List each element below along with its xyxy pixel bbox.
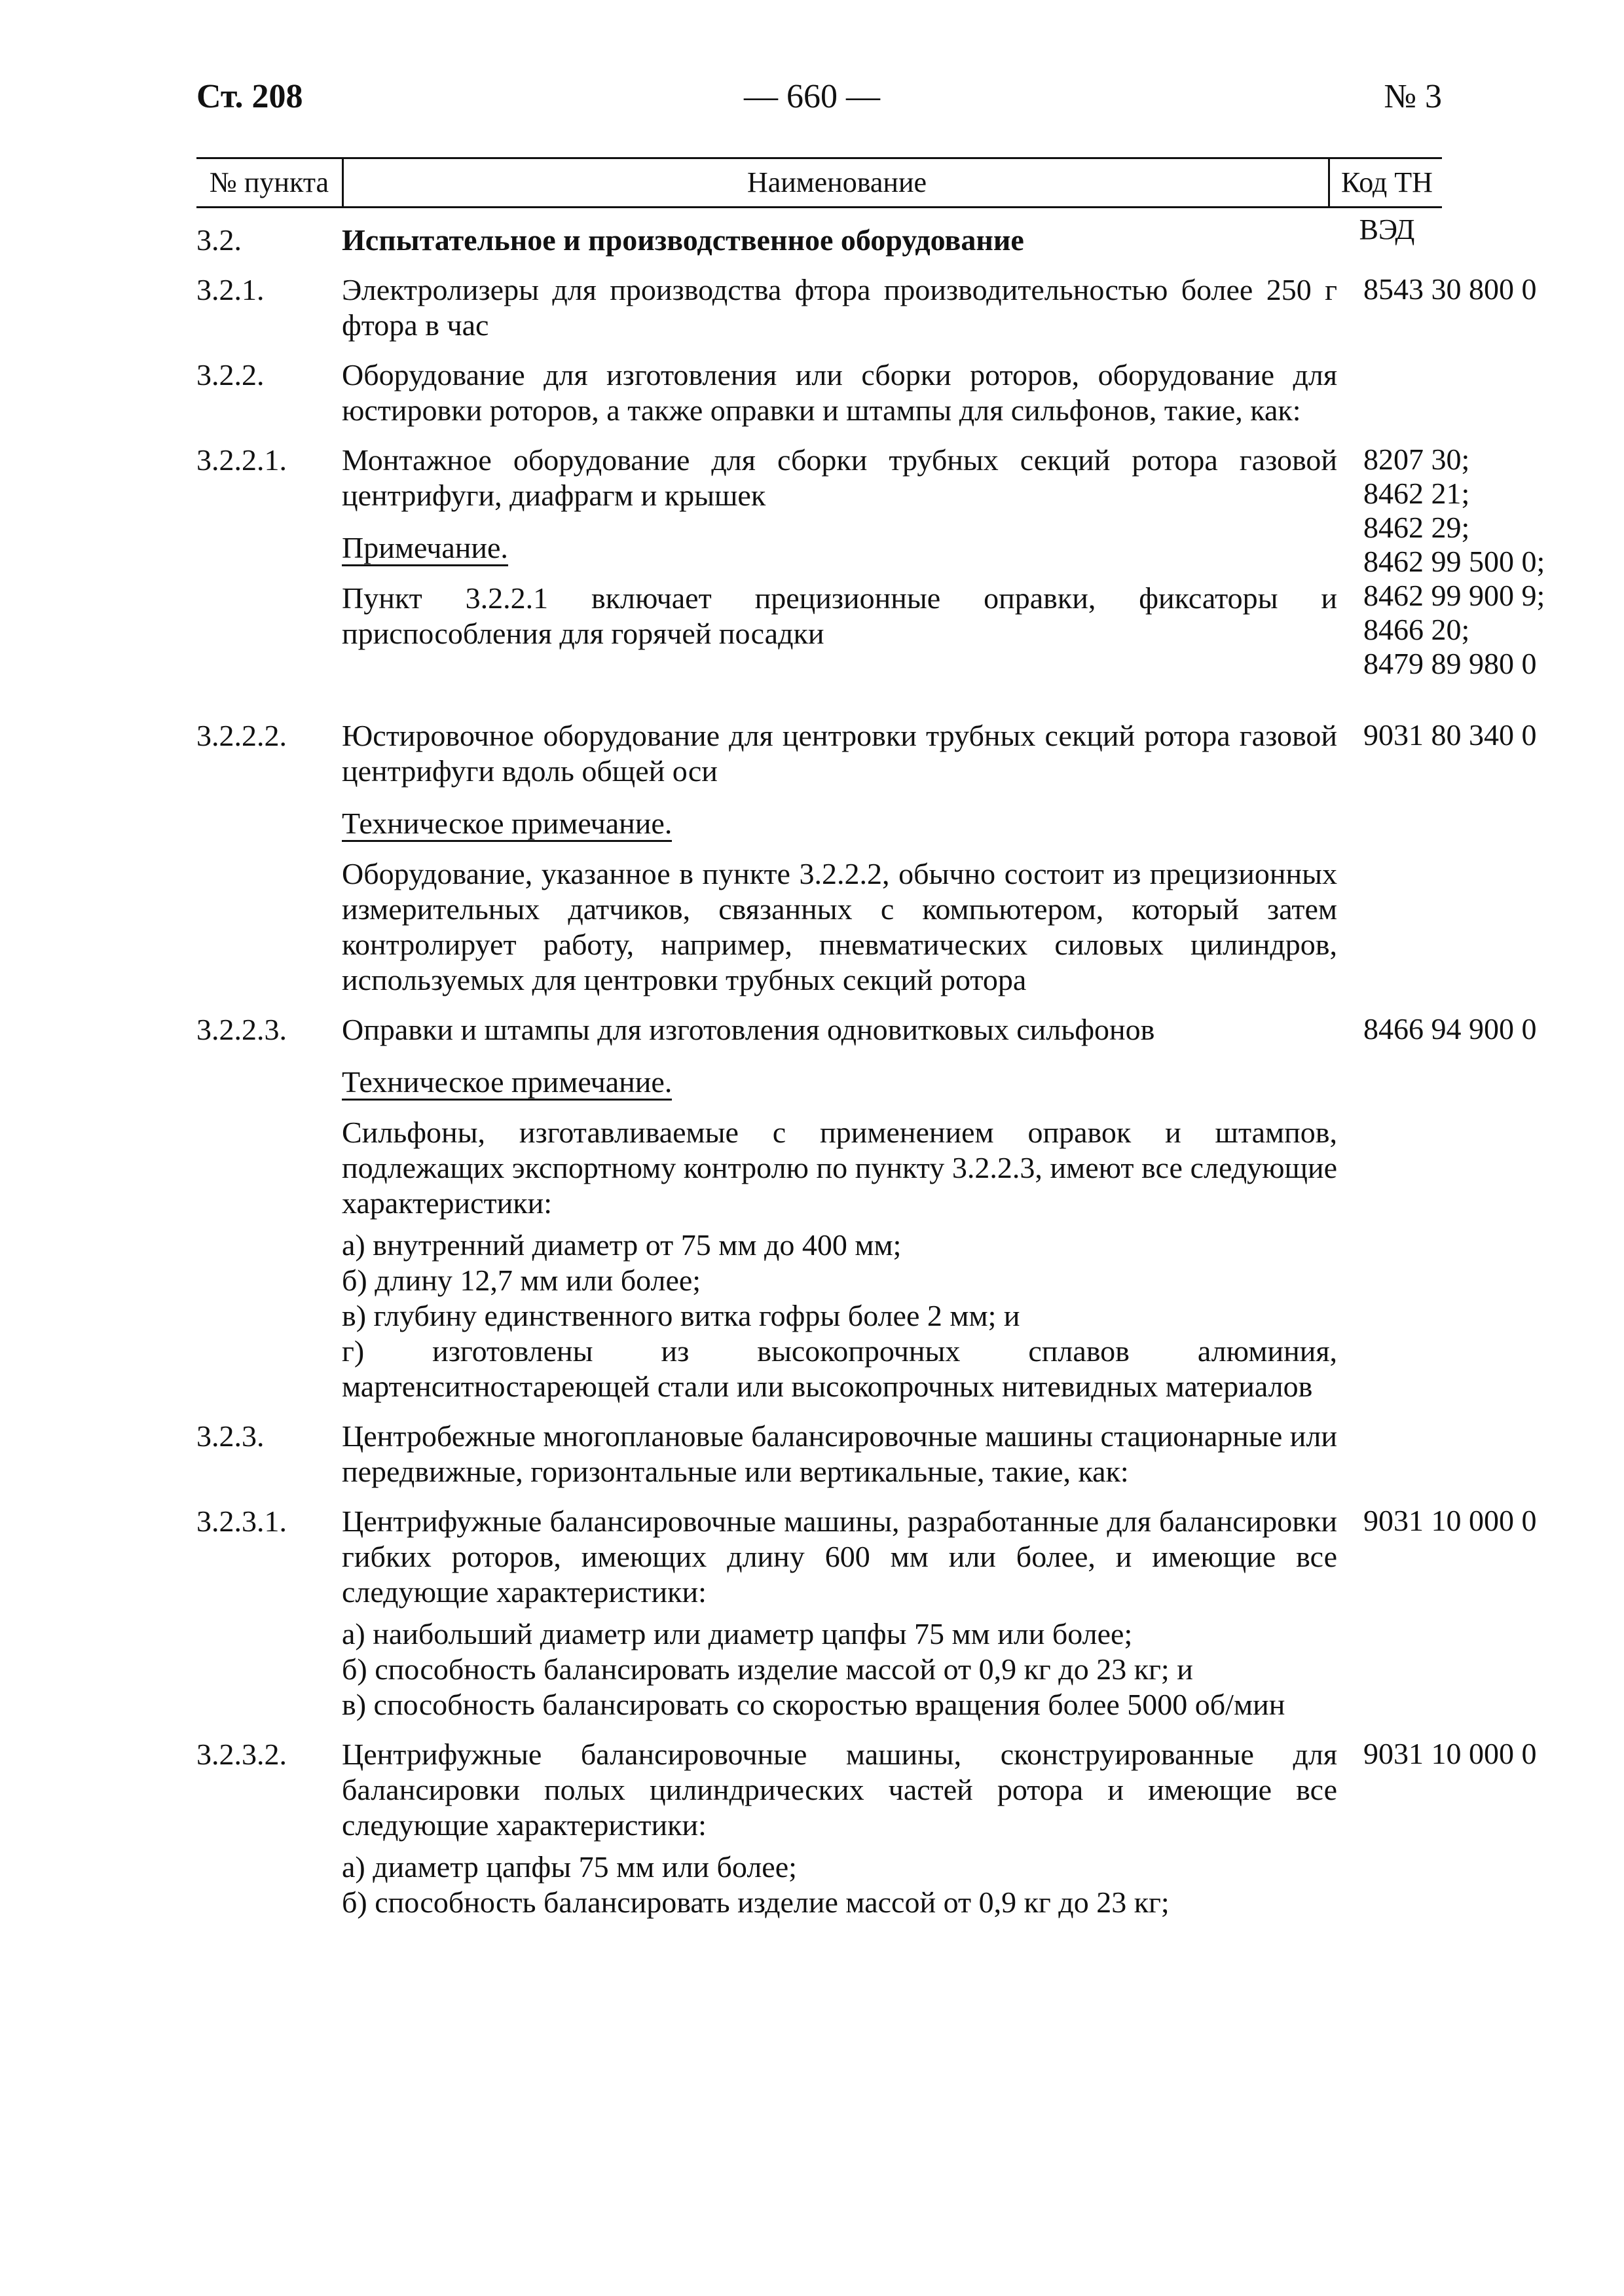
- column-header-name: Наименование: [342, 159, 1330, 206]
- table-row: [196, 718, 1537, 998]
- tn-ved-codes: [1363, 1504, 1612, 1538]
- tn-ved-code: 8543 30 800 0: [1363, 272, 1537, 306]
- table-row: [196, 1737, 1537, 1920]
- item-number: 3.2.3.1.: [196, 1504, 287, 1538]
- list-item: а) диаметр цапфы 75 мм или более;: [342, 1850, 797, 1884]
- list-item: в) способность балансировать со скоростью вращения более 5000 об/мин: [342, 1688, 1285, 1721]
- note-text: Сильфоны, изготавливаемые с применением оправок и штампов, подлежащих экспортному контролю по пункту 3.2.2.3, имеют все следующие характеристики:: [342, 1116, 1337, 1220]
- item-number: 3.2.2.1.: [196, 443, 287, 477]
- item-text: Центрифужные балансировочные машины, разработанные для балансировки гибких роторов, имеющих длину 600 мм или более, и имеющие все следующие характеристики:: [342, 1504, 1337, 1609]
- table-row: [196, 443, 1545, 704]
- list-item: б) способность балансировать изделие массой от 0,9 кг до 23 кг;: [342, 1886, 1170, 1919]
- note-text: Оборудование, указанное в пункте 3.2.2.2, обычно состоит из прецизионных измерительных датчиков, связанных с компьютером, который затем контролирует работу, например, пневматических силовых цилиндров, используемых для центровки трубных секций ротора: [342, 857, 1337, 996]
- list-item: б) длину 12,7 мм или более;: [342, 1264, 701, 1297]
- tn-ved-code: 8479 89 980 0: [1363, 647, 1537, 680]
- note-text: Пункт 3.2.2.1 включает прецизионные оправки, фиксаторы и приспособления для горячей посадки: [342, 581, 1337, 650]
- tn-ved-codes: [1363, 272, 1612, 306]
- note-title: Техническое примечание.: [342, 807, 672, 842]
- table-body: [196, 223, 1545, 1935]
- tn-ved-codes: [1363, 1737, 1612, 1771]
- item-text: Юстировочное оборудование для центровки трубных секций ротора газовой центрифуги вдоль общей оси: [342, 719, 1337, 788]
- table-row: [196, 357, 1442, 428]
- list-item: г) изготовлены из высокопрочных сплавов алюминия, мартенситностареющей стали или высокопрочных нитевидных материалов: [342, 1334, 1337, 1403]
- tn-ved-code: 8462 99 900 9;: [1363, 579, 1545, 612]
- tn-ved-code: 8462 29;: [1363, 511, 1470, 544]
- tn-ved-code: 9031 80 340 0: [1363, 718, 1537, 752]
- issue-number: № 3: [1384, 78, 1442, 115]
- item-number: 3.2.: [196, 223, 242, 257]
- item-text: Оправки и штампы для изготовления одновитковых сильфонов: [342, 1013, 1155, 1046]
- tn-ved-codes: [1363, 443, 1612, 681]
- item-number: 3.2.2.: [196, 358, 265, 392]
- tn-ved-codes: [1363, 718, 1612, 752]
- item-number: 3.2.1.: [196, 273, 265, 306]
- table-row: [196, 1012, 1537, 1404]
- column-header-code: Код ТН ВЭД: [1328, 159, 1444, 206]
- item-text: Оборудование для изготовления или сборки роторов, оборудование для юстировки роторов, а также оправки и штампы для сильфонов, такие, как:: [342, 358, 1337, 427]
- list-item: а) внутренний диаметр от 75 мм до 400 мм;: [342, 1228, 902, 1262]
- item-text: Центробежные многоплановые балансировочные машины стационарные или передвижные, горизонтальные или вертикальные, такие, как:: [342, 1419, 1337, 1488]
- table-row: [196, 272, 1537, 343]
- tn-ved-codes: [1363, 1012, 1612, 1046]
- page-number: — 660 —: [744, 78, 880, 115]
- section-title: Испытательное и производственное оборудование: [342, 223, 1024, 257]
- item-text: Электролизеры для производства фтора производительностью более 250 г фтора в час: [342, 273, 1337, 342]
- tn-ved-code: 8466 94 900 0: [1363, 1012, 1537, 1046]
- list-item: а) наибольший диаметр или диаметр цапфы 75 мм или более;: [342, 1617, 1133, 1650]
- tn-ved-code: 9031 10 000 0: [1363, 1504, 1537, 1537]
- tn-ved-code: 8462 21;: [1363, 477, 1470, 510]
- item-number: 3.2.3.2.: [196, 1738, 287, 1771]
- column-header-number: № пункта: [209, 166, 329, 198]
- item-number: 3.2.2.2.: [196, 719, 287, 752]
- item-text: Центрифужные балансировочные машины, сконструированные для балансировки полых цилиндрических частей ротора и имеющие все следующие характеристики:: [342, 1738, 1337, 1842]
- tn-ved-code: 8207 30;: [1363, 443, 1470, 476]
- item-number: 3.2.3.: [196, 1419, 265, 1453]
- table-row: [196, 223, 1442, 258]
- note-title: Примечание.: [342, 532, 508, 566]
- list-item: в) глубину единственного витка гофры более 2 мм; и: [342, 1299, 1020, 1332]
- note-title: Техническое примечание.: [342, 1066, 672, 1101]
- list-item: б) способность балансировать изделие массой от 0,9 кг до 23 кг; и: [342, 1652, 1193, 1686]
- tn-ved-code: 8466 20;: [1363, 613, 1470, 646]
- table-row: [196, 1504, 1537, 1722]
- page-article-label: Ст. 208: [196, 78, 303, 115]
- item-text: Монтажное оборудование для сборки трубных секций ротора газовой центрифуги, диафрагм и крышек: [342, 443, 1337, 512]
- item-number: 3.2.2.3.: [196, 1013, 287, 1046]
- table-row: [196, 1419, 1442, 1489]
- tn-ved-code: 9031 10 000 0: [1363, 1737, 1537, 1770]
- tn-ved-code: 8462 99 500 0;: [1363, 545, 1545, 578]
